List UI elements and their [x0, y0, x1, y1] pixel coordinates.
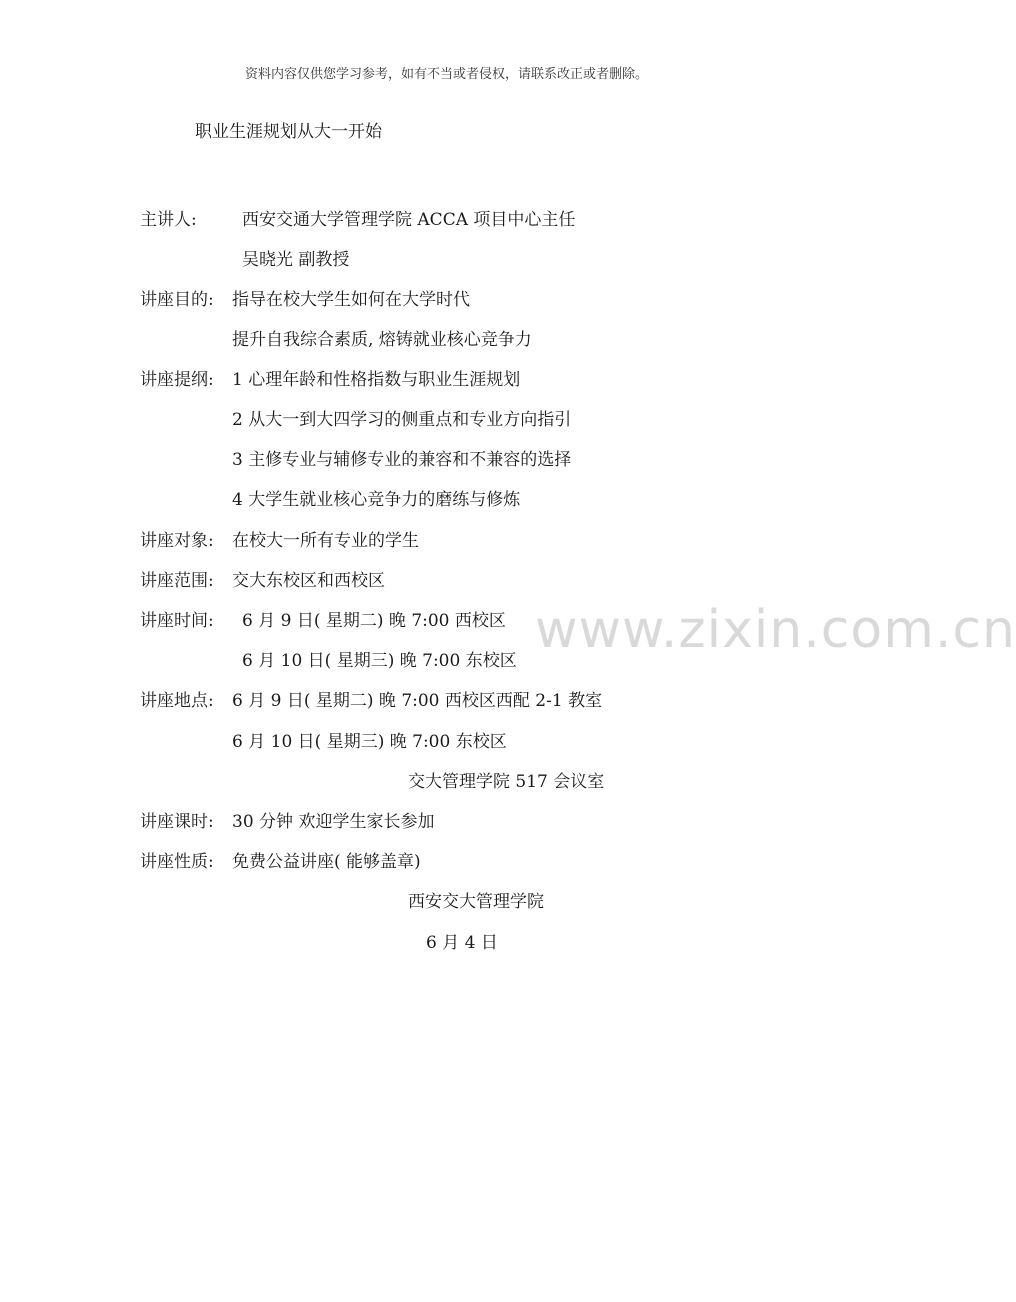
nature-label: 讲座性质: — [140, 852, 214, 872]
location-line-2: 6 月 10 日( 星期三) 晚 7:00 东校区 — [232, 732, 507, 752]
location-line-1: 6 月 9 日( 星期二) 晚 7:00 西校区西配 2-1 教室 — [232, 691, 603, 711]
speaker-line-2: 吴晓光 副教授 — [242, 250, 350, 270]
speaker-line-1: 西安交通大学管理学院 ACCA 项目中心主任 — [242, 210, 576, 230]
duration-value: 30 分钟 欢迎学生家长参加 — [232, 812, 435, 832]
signature-organization: 西安交大管理学院 — [408, 892, 544, 912]
outline-item: 3 主修专业与辅修专业的兼容和不兼容的选择 — [232, 450, 572, 470]
duration-label: 讲座课时: — [140, 812, 214, 832]
purpose-line-1: 指导在校大学生如何在大学时代 — [232, 290, 470, 310]
watermark: www.zixin.com.cn — [535, 600, 1016, 660]
outline-label: 讲座提纲: — [140, 370, 214, 390]
signature-date: 6 月 4 日 — [426, 933, 498, 953]
time-line-2: 6 月 10 日( 星期三) 晚 7:00 东校区 — [242, 651, 517, 671]
nature-value: 免费公益讲座( 能够盖章) — [232, 852, 421, 872]
outline-item: 4 大学生就业核心竞争力的磨练与修炼 — [232, 490, 521, 510]
audience-label: 讲座对象: — [140, 531, 214, 551]
header-note: 资料内容仅供您学习参考，如有不当或者侵权，请联系改正或者删除。 — [245, 67, 649, 82]
purpose-label: 讲座目的: — [140, 290, 214, 310]
location-label: 讲座地点: — [140, 691, 214, 711]
time-line-1: 6 月 9 日( 星期二) 晚 7:00 西校区 — [242, 611, 506, 631]
document-title: 职业生涯规划从大一开始 — [195, 122, 382, 142]
purpose-line-2: 提升自我综合素质, 熔铸就业核心竞争力 — [232, 330, 532, 350]
outline-item: 1 心理年龄和性格指数与职业生涯规划 — [232, 370, 521, 390]
scope-label: 讲座范围: — [140, 571, 214, 591]
speaker-label: 主讲人: — [140, 210, 197, 230]
scope-value: 交大东校区和西校区 — [232, 571, 385, 591]
audience-value: 在校大一所有专业的学生 — [232, 531, 419, 551]
time-label: 讲座时间: — [140, 611, 214, 631]
location-line-3: 交大管理学院 517 会议室 — [408, 772, 605, 792]
outline-item: 2 从大一到大四学习的侧重点和专业方向指引 — [232, 410, 572, 430]
